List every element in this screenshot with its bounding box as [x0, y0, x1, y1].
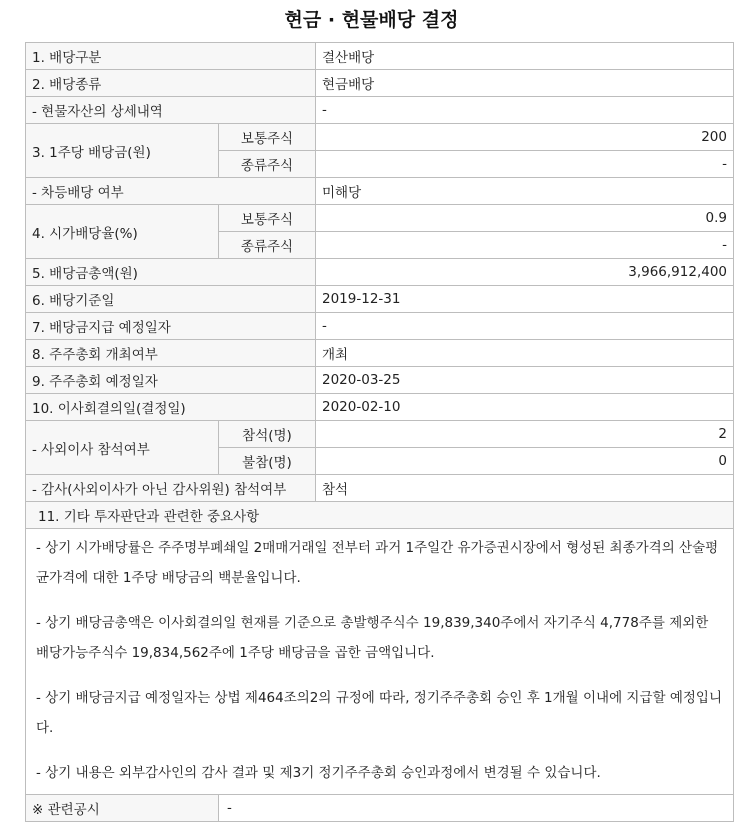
related-disclosure-value: -: [219, 795, 734, 822]
auditor-attendance-value: 참석: [316, 475, 734, 502]
agm-held-label: 8. 주주총회 개최여부: [26, 340, 316, 367]
disclosure-table: [25, 42, 734, 822]
common-stock-label: 보통주식: [219, 124, 316, 151]
total-dividend-value: 3,966,912,400: [316, 259, 734, 286]
auditor-attendance-label: - 감사(사외이사가 아닌 감사위원) 참석여부: [26, 475, 316, 502]
table-row: [26, 367, 734, 394]
other-matters-content: [26, 529, 734, 795]
table-row: [26, 97, 734, 124]
agm-date-value: 2020-03-25: [316, 367, 734, 394]
common-stock-label: 보통주식: [219, 205, 316, 232]
table-row: [26, 394, 734, 421]
agm-held-value: 개최: [316, 340, 734, 367]
table-row: [26, 178, 734, 205]
table-row: [26, 286, 734, 313]
dividend-type-value: 결산배당: [316, 43, 734, 70]
record-date-label: 6. 배당기준일: [26, 286, 316, 313]
table-row: [26, 340, 734, 367]
agm-date-label: 9. 주주총회 예정일자: [26, 367, 316, 394]
table-row: [26, 313, 734, 340]
other-matters-label: 11. 기타 투자판단과 관련한 중요사항: [26, 502, 734, 529]
in-kind-asset-detail-value: -: [316, 97, 734, 124]
related-disclosure-label: ※ 관련공시: [26, 795, 219, 822]
dividend-kind-label: 2. 배당종류: [26, 70, 316, 97]
in-kind-asset-detail-label: - 현물자산의 상세내역: [26, 97, 316, 124]
dividend-type-label: 1. 배당구분: [26, 43, 316, 70]
rate-preferred-value: -: [316, 232, 734, 259]
payment-date-label: 7. 배당금지급 예정일자: [26, 313, 316, 340]
table-row: [26, 259, 734, 286]
preferred-stock-label: 종류주식: [219, 232, 316, 259]
dps-preferred-value: -: [316, 151, 734, 178]
table-row: [26, 421, 734, 448]
differential-dividend-value: 미해당: [316, 178, 734, 205]
total-dividend-label: 5. 배당금총액(원): [26, 259, 316, 286]
table-row: [26, 475, 734, 502]
attended-label: 참석(명): [219, 421, 316, 448]
outside-director-attendance-label: - 사외이사 참석여부: [26, 421, 219, 475]
board-resolution-date-value: 2020-02-10: [316, 394, 734, 421]
attended-value: 2: [316, 421, 734, 448]
table-row: [26, 205, 734, 232]
payment-date-value: -: [316, 313, 734, 340]
market-dividend-rate-label: 4. 시가배당율(%): [26, 205, 219, 259]
page-title: 현금 · 현물배당 결정: [284, 9, 459, 31]
record-date-value: 2019-12-31: [316, 286, 734, 313]
absent-value: 0: [316, 448, 734, 475]
table-row: [26, 529, 734, 795]
rate-common-value: 0.9: [316, 205, 734, 232]
table-row: [26, 502, 734, 529]
preferred-stock-label: 종류주식: [219, 151, 316, 178]
table-row: [26, 43, 734, 70]
note-paragraph: - 상기 시가배당률은 주주명부폐쇄일 2매매거래일 전부터 과거 1주일간 유가증권시장에서 형성된 최종가격의 산술평균가격에 대한 1주당 배당금의 백분율입니다.: [36, 540, 719, 586]
dividend-per-share-label: 3. 1주당 배당금(원): [26, 124, 219, 178]
board-resolution-date-label: 10. 이사회결의일(결정일): [26, 394, 316, 421]
dividend-kind-value: 현금배당: [316, 70, 734, 97]
differential-dividend-label: - 차등배당 여부: [26, 178, 316, 205]
note-paragraph: - 상기 내용은 외부감사인의 감사 결과 및 제3기 정기주주총회 승인과정에서 변경될 수 있습니다.: [36, 765, 601, 781]
table-row: [26, 70, 734, 97]
note-paragraph: - 상기 배당금지급 예정일자는 상법 제464조의2의 규정에 따라, 정기주주총회 승인 후 1개월 이내에 지급할 예정입니다.: [36, 690, 722, 736]
note-paragraph: - 상기 배당금총액은 이사회결의일 현재를 기준으로 총발행주식수 19,839,340주에서 자기주식 4,778주를 제외한 배당가능주식수 19,834,562주에 1주당 배당금을 곱한 금액입니다.: [36, 615, 709, 661]
table-row: [26, 795, 734, 822]
table-row: [26, 124, 734, 151]
absent-label: 불참(명): [219, 448, 316, 475]
dps-common-value: 200: [316, 124, 734, 151]
